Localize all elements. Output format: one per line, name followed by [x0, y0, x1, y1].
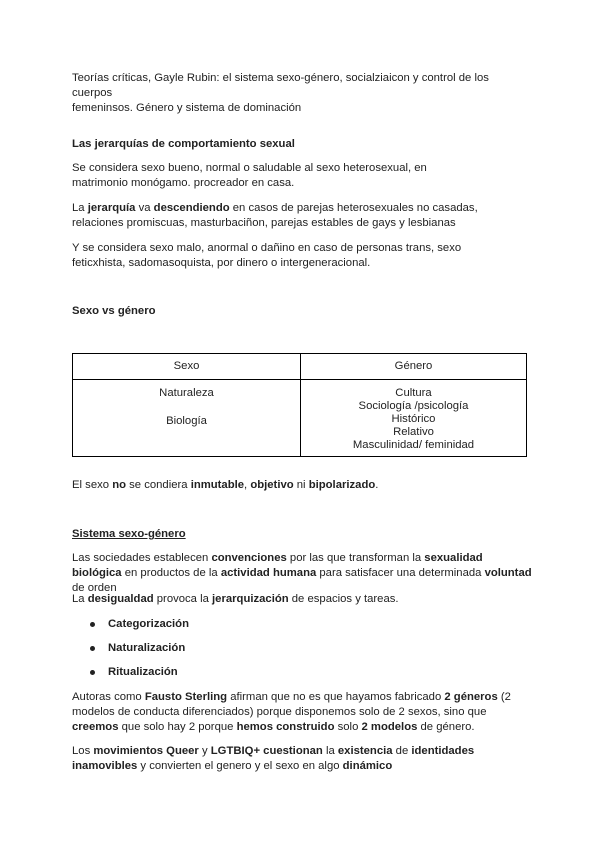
table-row	[73, 380, 527, 457]
table-header-genero: Género	[301, 354, 527, 380]
paragraph-movimientos-queer: Los movimientos Queer y LGTBIQ+ cuestionan la existencia de identidades inamovibles y convierten el genero y el sexo en algo dinámico	[72, 745, 475, 772]
table-cell-sexo	[73, 380, 301, 457]
intro-line-1: Teorías críticas, Gayle Rubin: el sistema sexo-género, socialziaicon y control de los cuerpos	[72, 72, 489, 99]
intro-paragraph	[72, 71, 532, 116]
table-header-sexo: Sexo	[73, 354, 301, 380]
bold-descendiendo: descendiendo	[153, 202, 230, 214]
cell-line: Naturaleza	[159, 387, 214, 399]
bullet-icon	[90, 646, 95, 651]
list-item: Ritualización	[72, 665, 532, 689]
cell-line: Biología	[166, 415, 207, 427]
bullet-icon	[90, 670, 95, 675]
cell-line: Cultura	[395, 387, 432, 399]
paragraph-desigualdad: La desigualdad provoca la jerarquización de espacios y tareas.	[72, 593, 399, 605]
paragraph-fausto-sterling: Autoras como Fausto Sterling afirman que no es que hayamos fabricado 2 géneros (2 modelos de conducta diferenciados) porque disponemos solo de 2 sexos, sino que creemos que solo hay 2 porque hemos construido solo 2 modelos de género.	[72, 691, 511, 733]
bold-jerarquia: jerarquía	[87, 202, 136, 214]
section-heading-jerarquias: Las jerarquías de comportamiento sexual	[72, 138, 295, 150]
cell-line: Relativo	[393, 426, 434, 438]
sexo-genero-table	[72, 353, 527, 457]
cell-line: Masculinidad/ feminidad	[352, 439, 475, 451]
table-cell-genero	[301, 380, 527, 457]
intro-line-2: femeninsos. Género y sistema de dominación	[72, 102, 302, 114]
cell-line: Sociología /psicología	[358, 400, 469, 412]
paragraph-jerarquia: La jerarquía va descendiendo en casos de parejas heterosexuales no casadas, relaciones promiscuas, masturbaciñon, parejas estables de gays y lesbianas	[72, 202, 478, 229]
list-item: Naturalización	[72, 641, 532, 665]
cell-line: Histórico	[391, 413, 436, 425]
bullet-icon	[90, 622, 95, 627]
bullet-list	[72, 617, 532, 689]
table-header-row	[73, 354, 527, 380]
paragraph-sexo-bueno: Se considera sexo bueno, normal o saludable al sexo heterosexual, en matrimonio monógamo. procreador en casa.	[72, 162, 427, 189]
paragraph-convenciones: Las sociedades establecen convenciones por las que transforman la sexualidad biológica en productos de la actividad humana para satisfacer una determinada voluntad de orden	[72, 552, 532, 594]
list-item: Categorización	[72, 617, 532, 641]
paragraph-sexo-malo: Y se considera sexo malo, anormal o dañino en caso de personas trans, sexo feticxhista, sadomasoquista, por dinero o intergeneracional.	[72, 242, 462, 269]
section-heading-sistema: Sistema sexo-género	[72, 528, 186, 540]
section-heading-sexo-vs-genero: Sexo vs género	[72, 305, 156, 317]
paragraph-sexo-no-inmutable: El sexo no se condiera inmutable, objetivo ni bipolarizado.	[72, 479, 379, 491]
cell-line	[73, 401, 300, 414]
